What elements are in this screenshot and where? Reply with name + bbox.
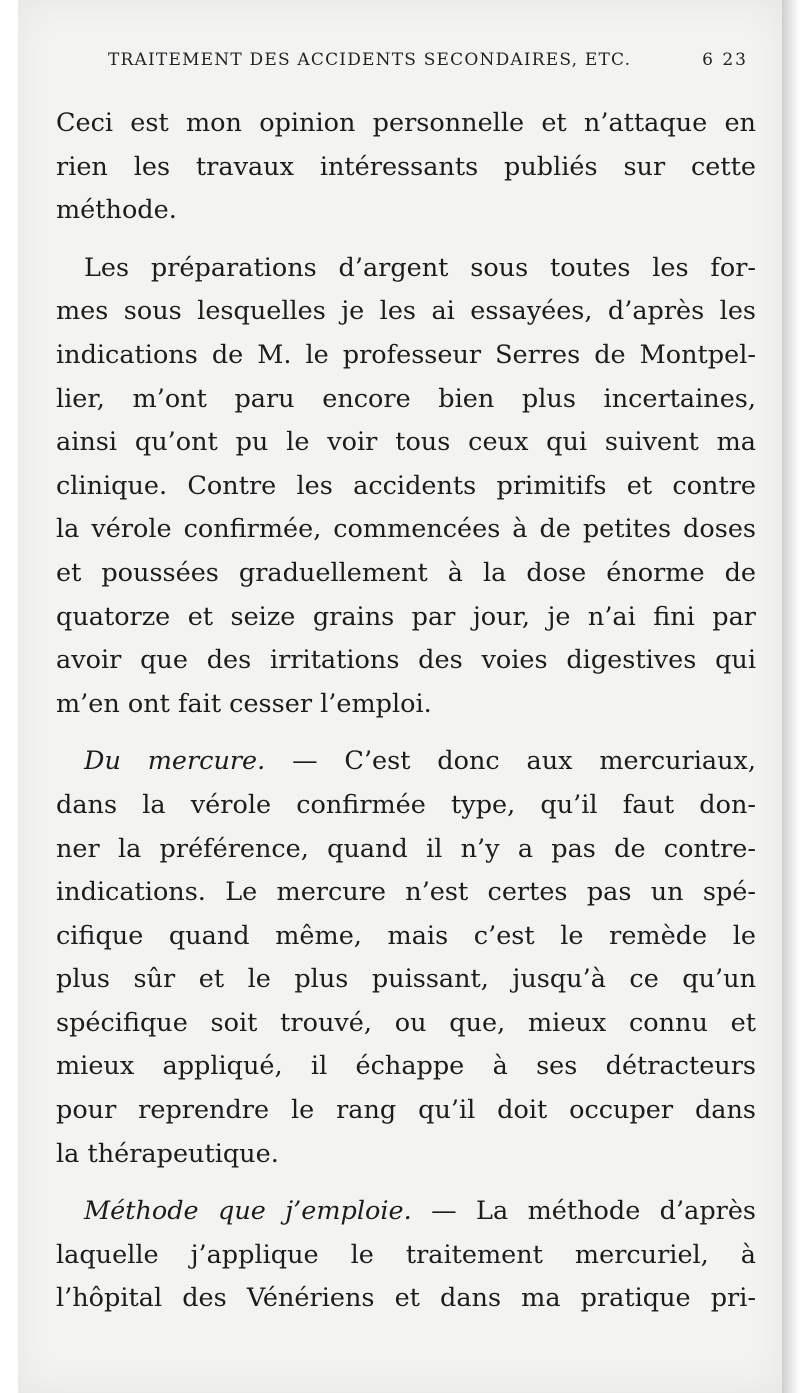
body-text (56, 102, 756, 1321)
text-line: mieux appliqué, il échappe à ses détracteurs (56, 1051, 756, 1082)
text-fragment: — C’est donc aux mercuriaux, (265, 746, 756, 777)
text-fragment: — La méthode d’après (411, 1196, 757, 1227)
text-line: cifique quand même, mais c’est le remède le (56, 920, 756, 951)
text-line: m’en ont fait cesser l’emploi. (56, 688, 432, 719)
text-line: indications de M. le professeur Serres de Montpel- (56, 339, 756, 370)
text-line: Ceci est mon opinion personnelle et n’attaque en (56, 108, 756, 138)
text-line: clinique. Contre les accidents primitifs et contre (56, 470, 756, 501)
text-line: spécifique soit trouvé, ou que, mieux connu et (56, 1007, 756, 1038)
text-line: la thérapeutique. (56, 1138, 279, 1169)
text-line: Les préparations d’argent sous toutes les for- (84, 252, 756, 283)
text-line: avoir que des irritations des voies digestives qui (56, 645, 756, 676)
text-line: dans la vérole confirmée type, qu’il faut don- (56, 789, 756, 820)
text-line: l’hôpital des Vénériens et dans ma pratique pri- (56, 1283, 756, 1314)
book-page (18, 0, 782, 1393)
text-line: et poussées graduellement à la dose énorme de (56, 557, 756, 588)
text-line (56, 740, 756, 784)
section-heading: Méthode que j’emploie. (84, 1196, 412, 1227)
text-line: méthode. (56, 195, 177, 226)
text-line: lier, m’ont paru encore bien plus incertaines, (56, 383, 756, 414)
text-line: ainsi qu’ont pu le voir tous ceux qui suivent ma (56, 427, 756, 458)
text-line: plus sûr et le plus puissant, jusqu’à ce qu’un (56, 964, 756, 995)
text-line: la vérole confirmée, commencées à de petites doses (56, 514, 756, 545)
page-number: 6 23 (702, 50, 748, 70)
text-line: mes sous lesquelles je les ai essayées, d’après les (56, 296, 756, 327)
text-line (56, 1190, 756, 1234)
text-line: pour reprendre le rang qu’il doit occuper dans (56, 1095, 756, 1126)
text-line: ner la préférence, quand il n’y a pas de contre- (56, 833, 756, 864)
text-line: rien les travaux intéressants publiés sur cette (56, 151, 756, 182)
text-line: quatorze et seize grains par jour, je n’ai fini par (56, 601, 756, 632)
running-head (108, 50, 748, 80)
text-line: laquelle j’applique le traitement mercuriel, à (56, 1239, 756, 1270)
section-heading: Du mercure. (84, 746, 266, 777)
running-title: TRAITEMENT DES ACCIDENTS SECONDAIRES, ETC. (108, 50, 632, 70)
text-line: indications. Le mercure n’est certes pas un spé- (56, 877, 756, 908)
